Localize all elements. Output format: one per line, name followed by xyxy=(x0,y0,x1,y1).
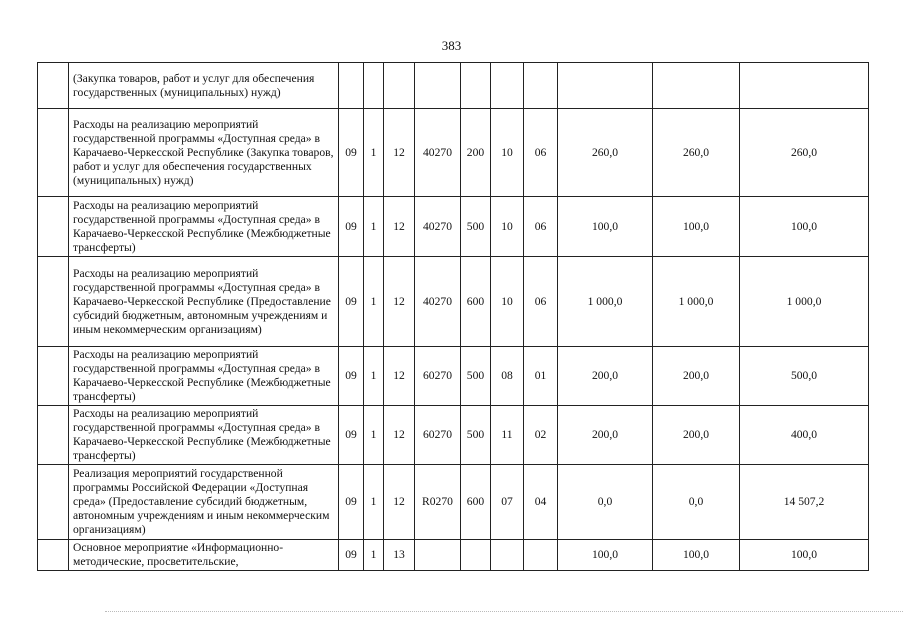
amount-cell: 100,0 xyxy=(740,540,869,571)
code-cell: 1 xyxy=(364,465,384,540)
code-cell: R0270 xyxy=(415,465,461,540)
code-cell: 1 xyxy=(364,347,384,406)
code-cell xyxy=(415,540,461,571)
code-cell: 04 xyxy=(524,465,558,540)
code-cell xyxy=(384,63,415,109)
code-cell xyxy=(461,63,491,109)
code-cell: 07 xyxy=(491,465,524,540)
amount-cell: 100,0 xyxy=(558,197,653,257)
table-row xyxy=(38,63,869,109)
code-cell xyxy=(461,540,491,571)
code-cell: 10 xyxy=(491,197,524,257)
amount-cell: 260,0 xyxy=(653,109,740,197)
amount-cell: 0,0 xyxy=(558,465,653,540)
row-description: Основное мероприятие «Информационно-методические, просветительские, xyxy=(69,540,339,571)
code-cell: 40270 xyxy=(415,197,461,257)
code-cell: 1 xyxy=(364,109,384,197)
code-cell: 01 xyxy=(524,347,558,406)
amount-cell: 100,0 xyxy=(558,540,653,571)
code-cell xyxy=(364,63,384,109)
code-cell: 40270 xyxy=(415,257,461,347)
blank-cell xyxy=(38,109,69,197)
code-cell: 600 xyxy=(461,465,491,540)
amount-cell: 260,0 xyxy=(558,109,653,197)
code-cell: 10 xyxy=(491,257,524,347)
code-cell: 1 xyxy=(364,540,384,571)
code-cell: 02 xyxy=(524,406,558,465)
code-cell: 60270 xyxy=(415,347,461,406)
code-cell: 09 xyxy=(339,406,364,465)
amount-cell xyxy=(653,63,740,109)
code-cell: 12 xyxy=(384,465,415,540)
row-description: Расходы на реализацию мероприятий государственной программы «Доступная среда» в Карачаево-Черкесской Республике (Межбюджетные трансферты) xyxy=(69,197,339,257)
code-cell: 12 xyxy=(384,406,415,465)
budget-table xyxy=(37,62,869,571)
amount-cell: 200,0 xyxy=(558,406,653,465)
table-row xyxy=(38,197,869,257)
code-cell: 60270 xyxy=(415,406,461,465)
page-number: 383 xyxy=(441,38,462,53)
blank-cell xyxy=(38,63,69,109)
blank-cell xyxy=(38,540,69,571)
amount-cell: 500,0 xyxy=(740,347,869,406)
code-cell: 09 xyxy=(339,197,364,257)
code-cell: 600 xyxy=(461,257,491,347)
code-cell: 1 xyxy=(364,257,384,347)
code-cell: 12 xyxy=(384,197,415,257)
code-cell xyxy=(415,63,461,109)
code-cell: 12 xyxy=(384,257,415,347)
row-description: Расходы на реализацию мероприятий государственной программы «Доступная среда» в Карачаево-Черкесской Республике (Межбюджетные трансферты) xyxy=(69,406,339,465)
amount-cell: 400,0 xyxy=(740,406,869,465)
code-cell xyxy=(524,63,558,109)
code-cell xyxy=(524,540,558,571)
amount-cell xyxy=(558,63,653,109)
row-description: (Закупка товаров, работ и услуг для обеспечения государственных (муниципальных) нужд) xyxy=(69,63,339,109)
code-cell: 10 xyxy=(491,109,524,197)
code-cell: 500 xyxy=(461,347,491,406)
code-cell: 500 xyxy=(461,197,491,257)
code-cell: 09 xyxy=(339,257,364,347)
table-row xyxy=(38,540,869,571)
amount-cell: 100,0 xyxy=(653,197,740,257)
row-description: Расходы на реализацию мероприятий государственной программы «Доступная среда» в Карачаево-Черкесской Республике (Закупка товаров, работ и услуг для обеспечения государственных (муниципальных) нужд) xyxy=(69,109,339,197)
amount-cell: 14 507,2 xyxy=(740,465,869,540)
amount-cell: 1 000,0 xyxy=(558,257,653,347)
code-cell: 06 xyxy=(524,197,558,257)
code-cell xyxy=(339,63,364,109)
row-description: Расходы на реализацию мероприятий государственной программы «Доступная среда» в Карачаево-Черкесской Республике (Предоставление субсидий бюджетным, автономным учреждениям и иным некоммерческим организациям) xyxy=(69,257,339,347)
table-row xyxy=(38,347,869,406)
code-cell: 08 xyxy=(491,347,524,406)
blank-cell xyxy=(38,465,69,540)
amount-cell: 260,0 xyxy=(740,109,869,197)
amount-cell: 200,0 xyxy=(653,406,740,465)
code-cell: 09 xyxy=(339,465,364,540)
row-description: Реализация мероприятий государственной программы Российской Федерации «Доступная среда» (Предоставление субсидий бюджетным, автономным учреждениям и иным некоммерческим организациям) xyxy=(69,465,339,540)
code-cell xyxy=(491,540,524,571)
row-description: Расходы на реализацию мероприятий государственной программы «Доступная среда» в Карачаево-Черкесской Республике (Межбюджетные трансферты) xyxy=(69,347,339,406)
code-cell: 12 xyxy=(384,109,415,197)
code-cell: 06 xyxy=(524,109,558,197)
scan-edge-line xyxy=(105,611,903,613)
code-cell: 12 xyxy=(384,347,415,406)
table-row xyxy=(38,109,869,197)
blank-cell xyxy=(38,406,69,465)
amount-cell: 0,0 xyxy=(653,465,740,540)
amount-cell: 1 000,0 xyxy=(740,257,869,347)
code-cell: 09 xyxy=(339,347,364,406)
amount-cell xyxy=(740,63,869,109)
amount-cell: 100,0 xyxy=(740,197,869,257)
blank-cell xyxy=(38,197,69,257)
code-cell: 06 xyxy=(524,257,558,347)
code-cell xyxy=(491,63,524,109)
code-cell: 11 xyxy=(491,406,524,465)
code-cell: 500 xyxy=(461,406,491,465)
amount-cell: 1 000,0 xyxy=(653,257,740,347)
code-cell: 40270 xyxy=(415,109,461,197)
blank-cell xyxy=(38,257,69,347)
code-cell: 1 xyxy=(364,406,384,465)
code-cell: 1 xyxy=(364,197,384,257)
blank-cell xyxy=(38,347,69,406)
code-cell: 09 xyxy=(339,540,364,571)
table-row xyxy=(38,465,869,540)
table-row xyxy=(38,257,869,347)
code-cell: 200 xyxy=(461,109,491,197)
code-cell: 13 xyxy=(384,540,415,571)
amount-cell: 100,0 xyxy=(653,540,740,571)
amount-cell: 200,0 xyxy=(653,347,740,406)
code-cell: 09 xyxy=(339,109,364,197)
amount-cell: 200,0 xyxy=(558,347,653,406)
table-row xyxy=(38,406,869,465)
